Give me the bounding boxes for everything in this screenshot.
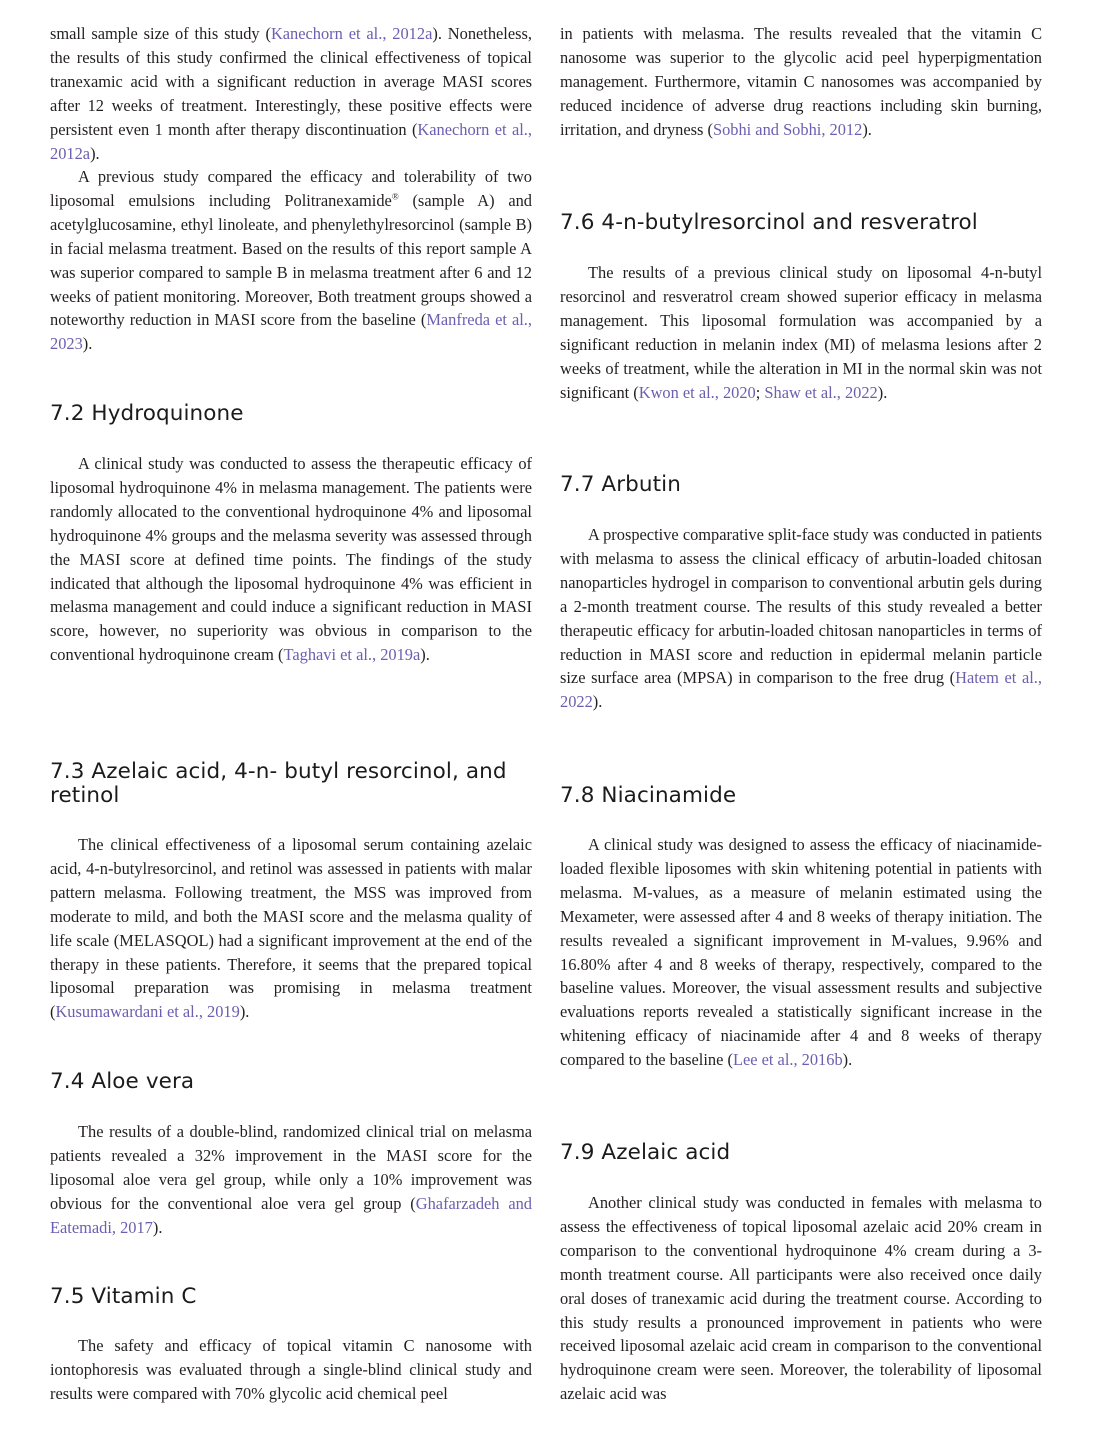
paragraph-text: ). <box>239 1002 250 1022</box>
section-heading: 7.9 Azelaic acid <box>560 1140 731 1165</box>
paragraph-text: The results of a previous clinical study on liposomal 4-n-butyl resorcinol and resveratrol cream showed superior efficacy in melasma management. This liposomal formulation was accompanied by a significant reduction in melanin index (MI) of melasma lesions after 2 weeks of treatment, while the alteration in MI in the normal skin was not significant ( <box>560 263 1042 402</box>
section-heading: 7.4 Aloe vera <box>50 1069 195 1094</box>
paragraph-text: The safety and efficacy of topical vitamin C nanosome with iontophoresis was evaluated through a single-blind clinical study and results were compared with 70% glycolic acid chemical peel <box>50 1336 532 1403</box>
citation-link[interactable]: Manfreda et al., 2023 <box>50 310 532 354</box>
body-paragraph <box>560 833 1042 1072</box>
paragraph-text: small sample size of this study ( <box>50 24 271 43</box>
body-paragraph <box>560 1191 1042 1406</box>
citation-link[interactable]: Kusumawardani et al., 2019 <box>55 1002 240 1022</box>
paragraph-text: ; <box>755 382 765 402</box>
citation-link[interactable]: Lee et al., 2016b <box>732 1050 843 1070</box>
body-paragraph <box>560 261 1042 404</box>
paragraph-text: in patients with melasma. The results revealed that the vitamin C nanosome was superior to the glycolic acid peel hyperpigmentation management. Furthermore, vitamin C nanosomes was accompanied by reduced incidence of adverse drug reactions including skin burning, irritation, and dryness ( <box>560 24 1042 139</box>
registered-trademark-mark: ® <box>391 191 399 202</box>
citation-link[interactable]: Shaw et al., 2022 <box>764 382 878 402</box>
paragraph-text: A clinical study was conducted to assess the therapeutic efficacy of liposomal hydroquinone 4% in melasma management. The patients were randomly allocated to the conventional hydroquinone 4% and liposomal hydroquinone 4% groups and the melasma severity was assessed through the MASI score at defined time points. The findings of the study indicated that although the liposomal hydroquinone 4% was efficient in melasma management and could induce a significant reduction in MASI score, however, no superiority was obvious in comparison to the conventional hydroquinone cream ( <box>50 454 532 665</box>
citation-link[interactable]: Taghavi et al., 2019a <box>283 645 421 665</box>
paragraph-text: ). <box>152 1217 163 1237</box>
citation-link[interactable]: Kanechorn et al., 2012a <box>50 119 532 163</box>
citation-link[interactable]: Ghafarzadeh and Eatemadi, 2017 <box>50 1193 532 1237</box>
body-paragraph <box>50 833 532 1024</box>
paragraph-text: ). <box>842 1050 853 1070</box>
paragraph-text: The results of a double-blind, randomized clinical trial on melasma patients revealed a 32% improvement in the MASI score for the liposomal aloe vera gel group, while only a 10% improvement was obvious for the conventional aloe vera gel group ( <box>50 1122 532 1213</box>
body-paragraph <box>50 1120 532 1240</box>
body-paragraph <box>50 452 532 667</box>
section-heading: 7.8 Niacinamide <box>560 783 737 808</box>
paragraph-text: A previous study compared the efficacy and tolerability of two liposomal emulsions including Politranexamide <box>50 167 532 210</box>
paragraph-text: ). <box>420 645 430 665</box>
paragraph-text: ). <box>862 119 872 139</box>
body-paragraph <box>560 22 1042 142</box>
body-paragraph <box>50 165 532 356</box>
section-heading: 7.7 Arbutin <box>560 472 681 497</box>
paragraph-text: ). <box>90 143 100 163</box>
paragraph-text: ). <box>592 692 603 712</box>
section-heading: 7.2 Hydroquinone <box>50 401 244 426</box>
section-heading: 7.5 Vitamin C <box>50 1284 197 1309</box>
section-heading: 7.3 Azelaic acid, 4-n- butyl resorcinol, and retinol <box>50 759 507 808</box>
citation-link[interactable]: Sobhi and Sobhi, 2012 <box>712 119 863 139</box>
citation-link[interactable]: Kanechorn et al., 2012a <box>270 24 433 43</box>
body-paragraph <box>50 22 532 165</box>
paragraph-text: ). <box>877 382 888 402</box>
citation-link[interactable]: Hatem et al., 2022 <box>560 668 1042 712</box>
paragraph-text: A clinical study was designed to assess the efficacy of niacinamide-loaded flexible liposomes with skin whitening potential in patients with melasma. M-values, as a measure of melanin estimated using the Mexameter, were assessed after 4 and 8 weeks of therapy initiation. The results revealed a significant improvement in M-values, 9.96% and 16.80% after 4 and 8 weeks of therapy, respectively, compared to the baseline values. Moreover, the visual assessment results and subjective evaluations reports revealed a statistically significant increase in the whitening efficacy of niacinamide after 4 and 8 weeks of therapy compared to the baseline ( <box>560 835 1042 1070</box>
citation-link[interactable]: Kwon et al., 2020 <box>638 382 756 402</box>
paragraph-text: ). Nonetheless, the results of this study confirmed the clinical effectiveness of topical tranexamic acid with a significant reduction in average MASI scores after 12 weeks of treatment. Interestingly, these positive effects were persistent even 1 month after therapy discontinuation ( <box>50 24 532 139</box>
paragraph-text: (sample A) and acetylglucosamine, ethyl linoleate, and phenylethylresorcinol (sample B) in facial melasma treatment. Based on the results of this report sample A was superior compared to sample B in melasma treatment after 6 and 12 weeks of patient monitoring. Moreover, Both treatment groups showed a noteworthy reduction in MASI score from the baseline ( <box>50 190 532 330</box>
paragraph-text: The clinical effectiveness of a liposomal serum containing azelaic acid, 4-n-butylresorcinol, and retinol was assessed in patients with malar pattern melasma. Following treatment, the MSS was improved from moderate to mild, and both the MASI score and the melasma quality of life scale (MELASQOL) had a significant improvement at the end of the therapy in these patients. Therefore, it seems that the prepared topical liposomal preparation was promising in melasma treatment ( <box>50 835 532 1022</box>
paragraph-text: A prospective comparative split-face study was conducted in patients with melasma to assess the clinical efficacy of arbutin-loaded chitosan nanoparticles hydrogel in comparison to conventional arbutin gels during a 2-month treatment course. The results of this study revealed a better therapeutic efficacy for arbutin-loaded chitosan nanoparticles in terms of reduction in MASI score and reduction in epidermal melanin particle size surface area (MPSA) in comparison to the free drug ( <box>560 525 1042 688</box>
body-paragraph <box>560 523 1042 714</box>
paragraph-text: Another clinical study was conducted in females with melasma to assess the effectiveness of topical liposomal azelaic acid 20% cream in comparison to the conventional hydroquinone 4% cream during a 3-month treatment course. All participants were also received once daily oral doses of tranexamic acid during the treatment course. According to this study results a pronounced improvement in patients who were received liposomal azelaic acid cream in comparison to the conventional hydroquinone cream were seen. Moreover, the tolerability of liposomal azelaic acid was <box>560 1193 1042 1404</box>
paragraph-text: ). <box>82 334 93 354</box>
body-paragraph <box>50 1334 532 1406</box>
section-heading: 7.6 4-n-butylresorcinol and resveratrol <box>560 210 978 235</box>
